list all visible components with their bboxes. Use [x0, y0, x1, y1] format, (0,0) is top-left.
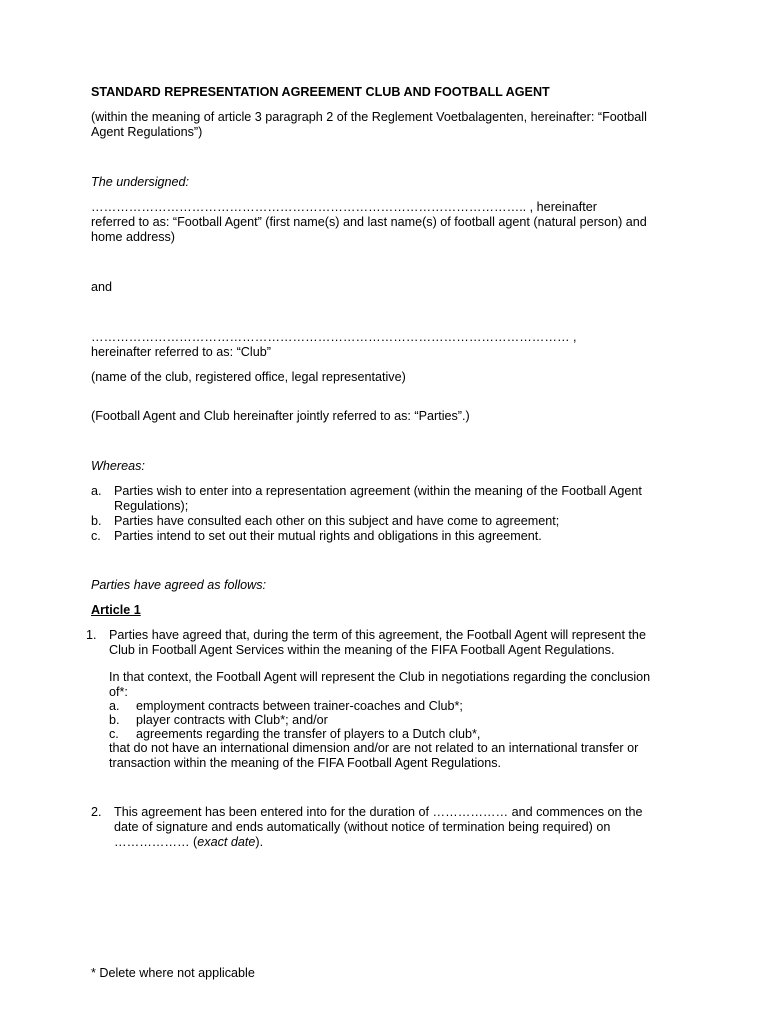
list-text: player contracts with Club*; and/or — [136, 713, 328, 727]
list-label: b. — [109, 713, 120, 727]
clause-tail: transaction within the meaning of the FIFA Football Agent Regulations. — [109, 756, 502, 770]
clause-text — [114, 835, 674, 850]
whereas-heading: Whereas: — [91, 459, 145, 473]
clause-text: This agreement has been entered into for the duration of ……………… and commences on the — [114, 805, 643, 819]
club-definition-line: hereinafter referred to as: “Club” — [91, 345, 271, 359]
agent-blank-line: ………………………………………………………………………………………….. , hereinafter — [91, 200, 597, 214]
date-blank: ……………… ( — [114, 835, 198, 849]
list-label: a. — [91, 484, 102, 498]
agent-definition-line: home address) — [91, 230, 175, 244]
clause-context: of*: — [109, 685, 128, 699]
footnote: * Delete where not applicable — [91, 966, 255, 980]
and-text: and — [91, 280, 113, 294]
parties-note: (Football Agent and Club hereinafter jointly referred to as: “Parties”.) — [91, 409, 470, 423]
agent-definition-line: referred to as: “Football Agent” (first name(s) and last name(s) of football agent (natural person) and — [91, 215, 647, 229]
clause-text: date of signature and ends automatically (without notice of termination being required) on — [114, 820, 611, 834]
clause-text: Parties have agreed that, during the term of this agreement, the Football Agent will represent the — [109, 628, 646, 642]
list-text: Parties have consulted each other on this subject and have come to agreement; — [114, 514, 560, 528]
list-label: b. — [91, 514, 102, 528]
clause-text: Club in Football Agent Services within the meaning of the FIFA Football Agent Regulations. — [109, 643, 615, 657]
clause-context: In that context, the Football Agent will represent the Club in negotiations regarding the conclusion — [109, 670, 651, 684]
clause-number: 2. — [91, 805, 102, 819]
exact-date-hint: exact date — [197, 835, 256, 849]
list-text: Regulations); — [114, 499, 189, 513]
list-label: c. — [91, 529, 101, 543]
undersigned-heading: The undersigned: — [91, 175, 190, 189]
list-label: c. — [109, 727, 119, 741]
document-subtitle: (within the meaning of article 3 paragraph 2 of the Reglement Voetbalagenten, hereinafter: “Football Agent Regulations”) — [91, 110, 647, 139]
list-text: Parties intend to set out their mutual rights and obligations in this agreement. — [114, 529, 542, 543]
document-title: STANDARD REPRESENTATION AGREEMENT CLUB AND FOOTBALL AGENT — [91, 85, 550, 99]
clause-tail: that do not have an international dimension and/or are not related to an international transfer or — [109, 741, 639, 755]
club-blank-line: …………………………………………………………………………………………………… , — [91, 330, 577, 344]
list-text: agreements regarding the transfer of players to a Dutch club*, — [136, 727, 481, 741]
agreed-heading: Parties have agreed as follows: — [91, 578, 267, 592]
club-note: (name of the club, registered office, legal representative) — [91, 370, 406, 384]
date-close: ). — [255, 835, 264, 849]
article-heading: Article 1 — [91, 603, 141, 617]
list-text: Parties wish to enter into a representation agreement (within the meaning of the Football Agent — [114, 484, 642, 498]
clause-number: 1. — [86, 628, 97, 642]
list-label: a. — [109, 699, 120, 713]
list-text: employment contracts between trainer-coaches and Club*; — [136, 699, 463, 713]
